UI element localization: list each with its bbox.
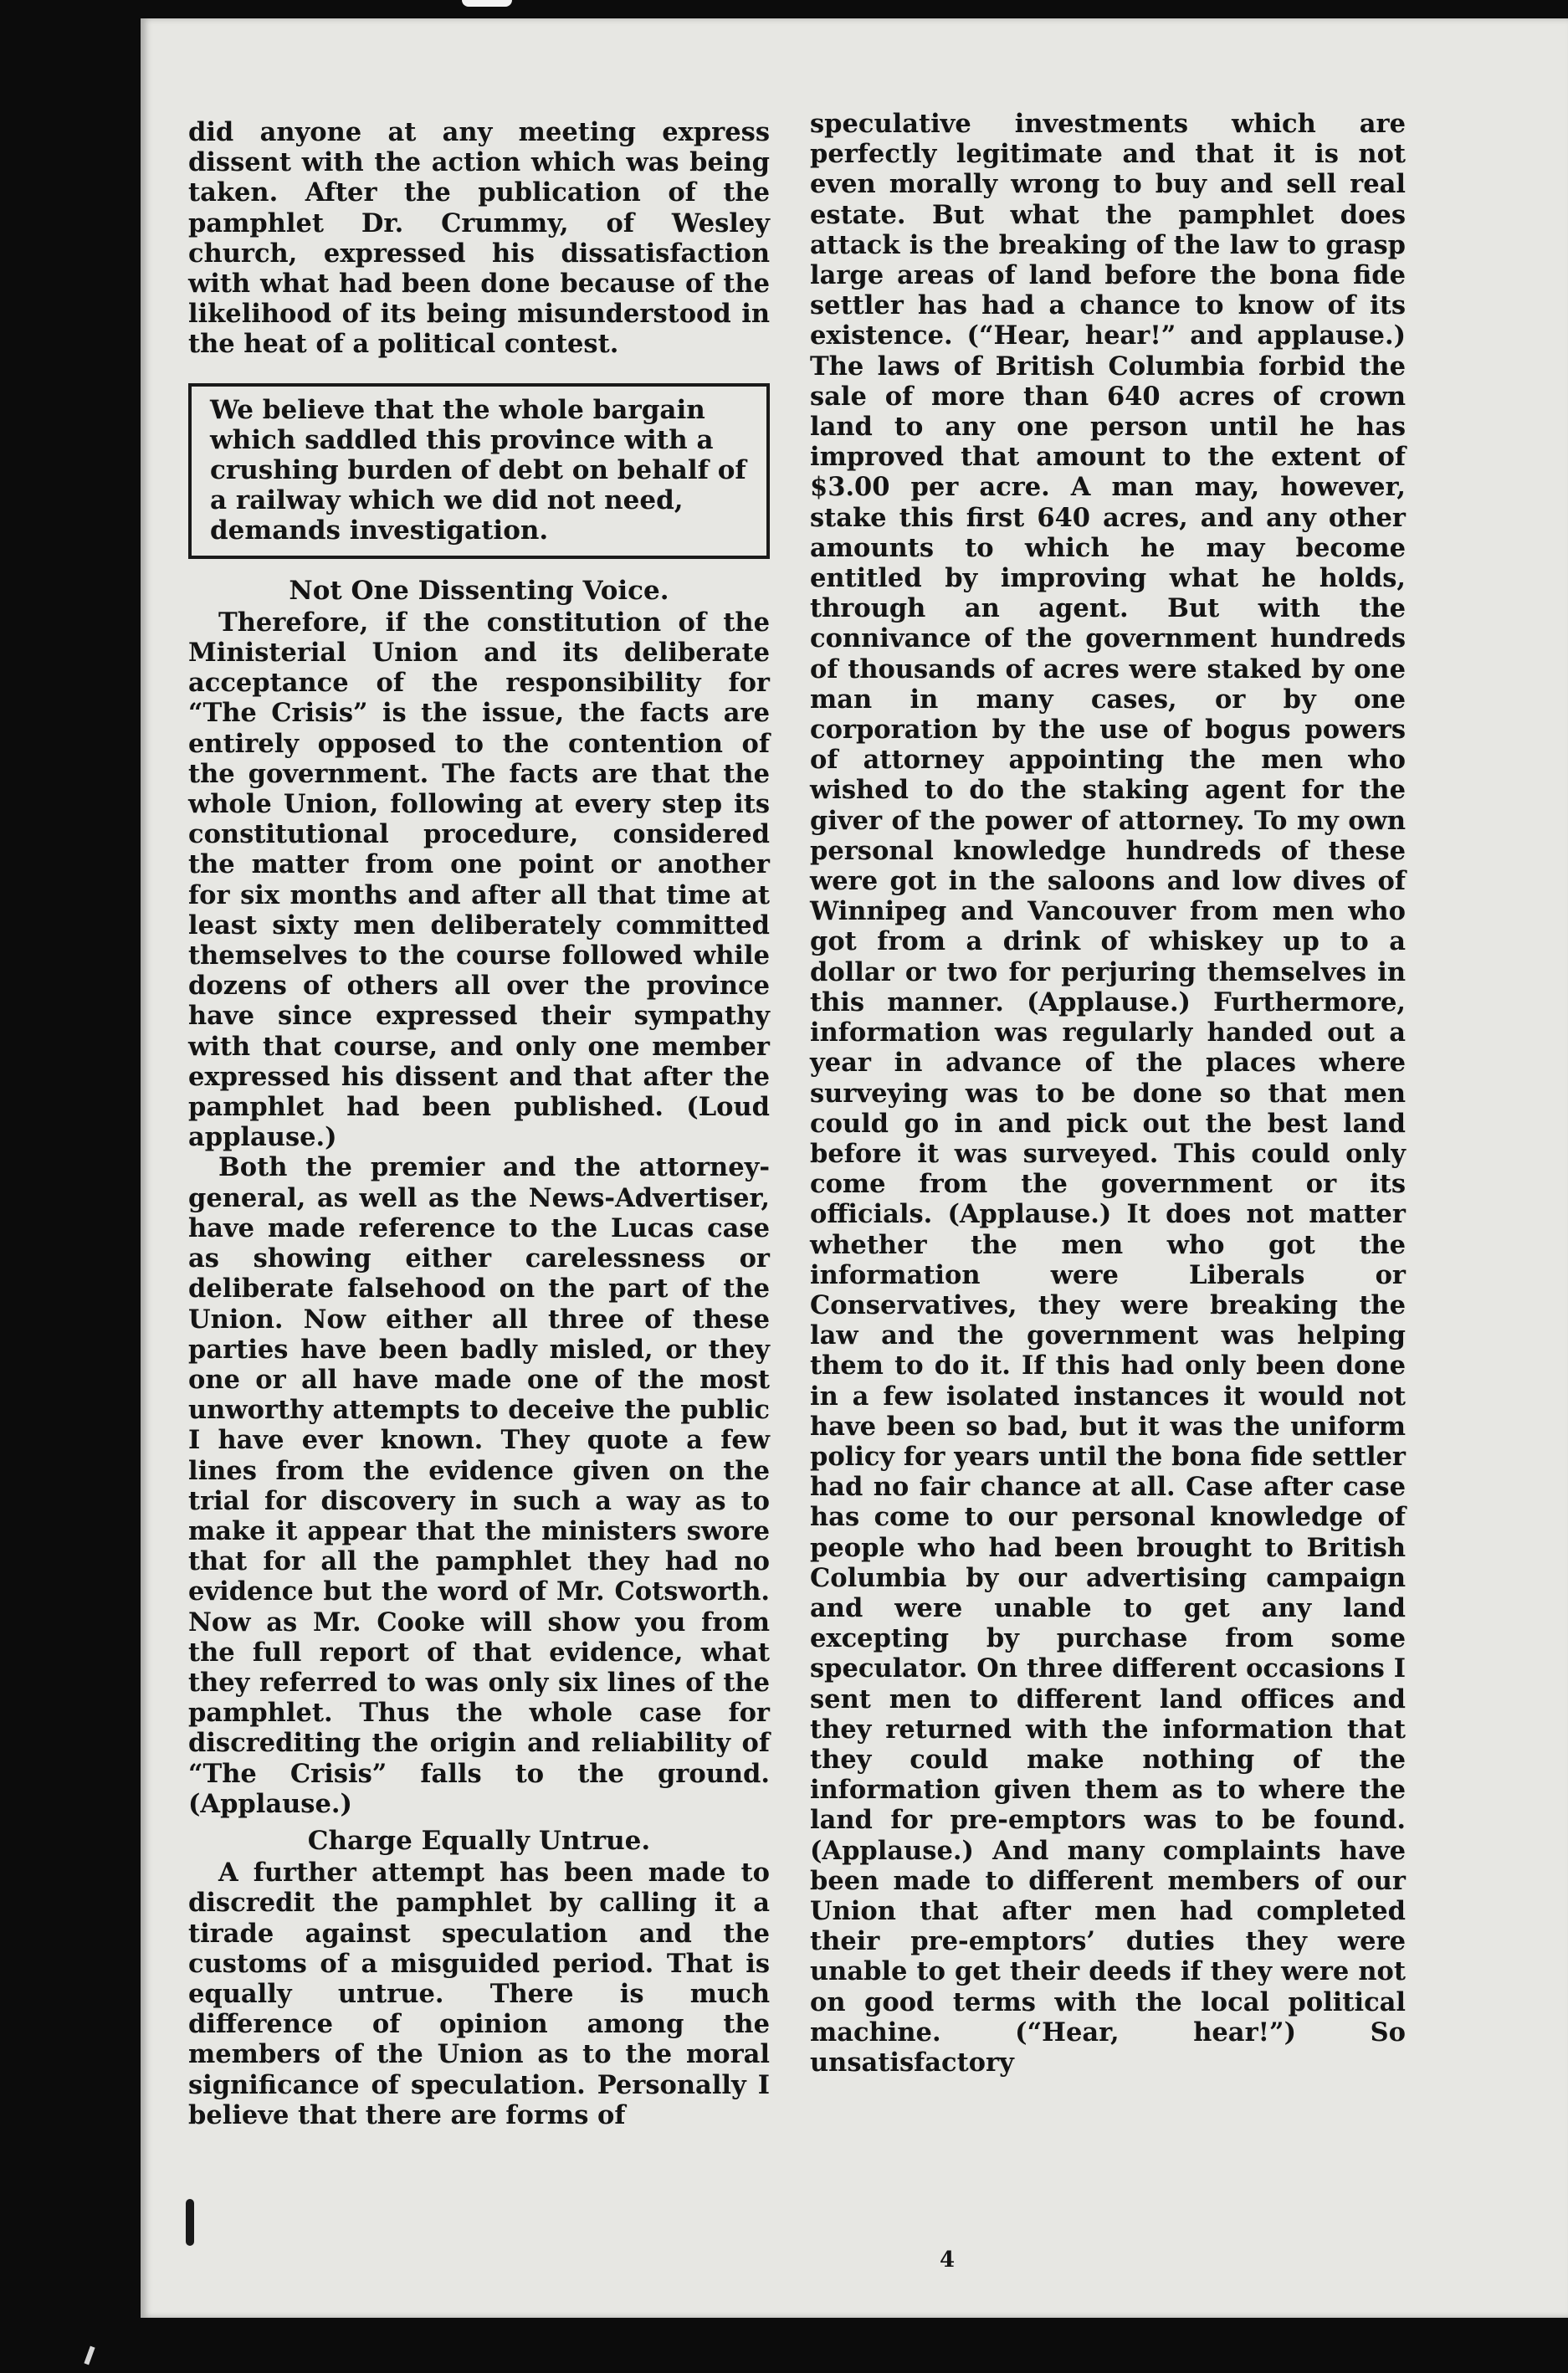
scan-artifact-top — [462, 0, 512, 7]
page-number: 4 — [940, 2247, 956, 2273]
intro-paragraph: did anyone at any meeting express dissent with the action which was being taken. After the publication of the pamphlet Dr. Crummy, of Wesley church, expressed his dissatisfaction with what had been done because of the likelihood of its being misunderstood in the heat of a political contest. — [188, 117, 770, 360]
section-heading-charge-equally-untrue: Charge Equally Untrue. — [307, 1825, 651, 1856]
paragraph-land-laws: speculative investments which are perfectly legitimate and that it is not even morally wrong to buy and sell real estate. But what the pamphlet does attack is the breaking of the law to grasp large areas of land before the bona fide settler has had a chance to know of its existence. (“Hear, hear!” and applause.) The laws of British Columbia forbid the sale of more than 640 acres of crown land to any one person until he has improved that amount to the extent of $3.00 per acre. A man may, however, stake this first 640 acres, and any other amounts to which he may become entitled by improving what he holds, through an agent. But with the connivance of the government hundreds of thousands of acres were staked by one man in many cases, or by one corporation by the use of bogus powers of attorney appointing the men who wished to do the staking agent for the giver of the power of attorney. To my own personal knowledge hundreds of these were got in the saloons and low dives of Winnipeg and Vancouver from men who got from a drink of whiskey up to a dollar or two for perjuring themselves in this manner. (Applause.) Furthermore, information was regularly handed out a year in advance of the places where surveying was to be done so that men could go in and pick out the best land before it was surveyed. This could only come from the government or its officials. (Applause.) It does not matter whether the men who got the information were Liberals or Conservatives, they were breaking the law and the government was helping them to do it. If this had only been done in a few isolated instances it would not have been so bad, but it was the uniform policy for years until the bona fide settler had no fair chance at all. Case after case has come to our personal knowledge of people who had been brought to British Columbia by our advertising campaign and were unable to get any land excepting by purchase from some speculator. On three different occasions I sent men to different land offices and they returned with the information that they could make nothing of the information given them as to where the land for pre-emptors was to be found. (Applause.) And many complaints have been made to different members of our Union that after men had completed their pre-emptors’ duties they were unable to get their deeds if they were not on good terms with the local political machine. (“Hear, hear!”) So unsatisfactory — [810, 109, 1406, 2078]
paragraph-speculation: A further attempt has been made to discredit the pamphlet by calling it a tirade against speculation and the customs of a misguided period. That is equally untrue. There is much difference of opinion among the members of the Union as to the moral significance of speculation. Personally I believe that there are forms of — [188, 1858, 770, 2130]
boxed-quote: We believe that the whole bargain which saddled this province with a crushing burden of debt on behalf of a railway which we did not need, demands investigation. — [188, 383, 770, 559]
left-column — [188, 117, 770, 2130]
scan-artifact-left — [186, 2199, 194, 2246]
paragraph-constitution: Therefore, if the constitution of the Ministerial Union and its deliberate acceptance of the responsibility for “The Crisis” is the issue, the facts are entirely opposed to the contention of the government. The facts are that the whole Union, following at every step its constitutional procedure, considered the matter from one point or another for six months and after all that time at least sixty men deliberately committed themselves to the course followed while dozens of others all over the province have since expressed their sympathy with that course, and only one member expressed his dissent and that after the pamphlet had been published. (Loud applause.) — [188, 607, 770, 1153]
right-column — [810, 109, 1406, 2078]
section-heading-not-one-dissenting-voice: Not One Dissenting Voice. — [289, 575, 669, 606]
scan-artifact-bottom — [84, 2346, 95, 2365]
paragraph-lucas-case: Both the premier and the attorney-general, as well as the News-Advertiser, have made reference to the Lucas case as showing either carelessness or deliberate falsehood on the part of the Union. Now either all three of these parties have been badly misled, or they one or all have made one of the most unworthy attempts to deceive the public I have ever known. They quote a few lines from the evidence given on the trial for discovery in such a way as to make it appear that the ministers swore that for all the pamphlet they had no evidence but the word of Mr. Cotsworth. Now as Mr. Cooke will show you from the full report of that evidence, what they referred to was only six lines of the pamphlet. Thus the whole case for discrediting the origin and reliability of “The Crisis” falls to the ground. (Applause.) — [188, 1152, 770, 1819]
